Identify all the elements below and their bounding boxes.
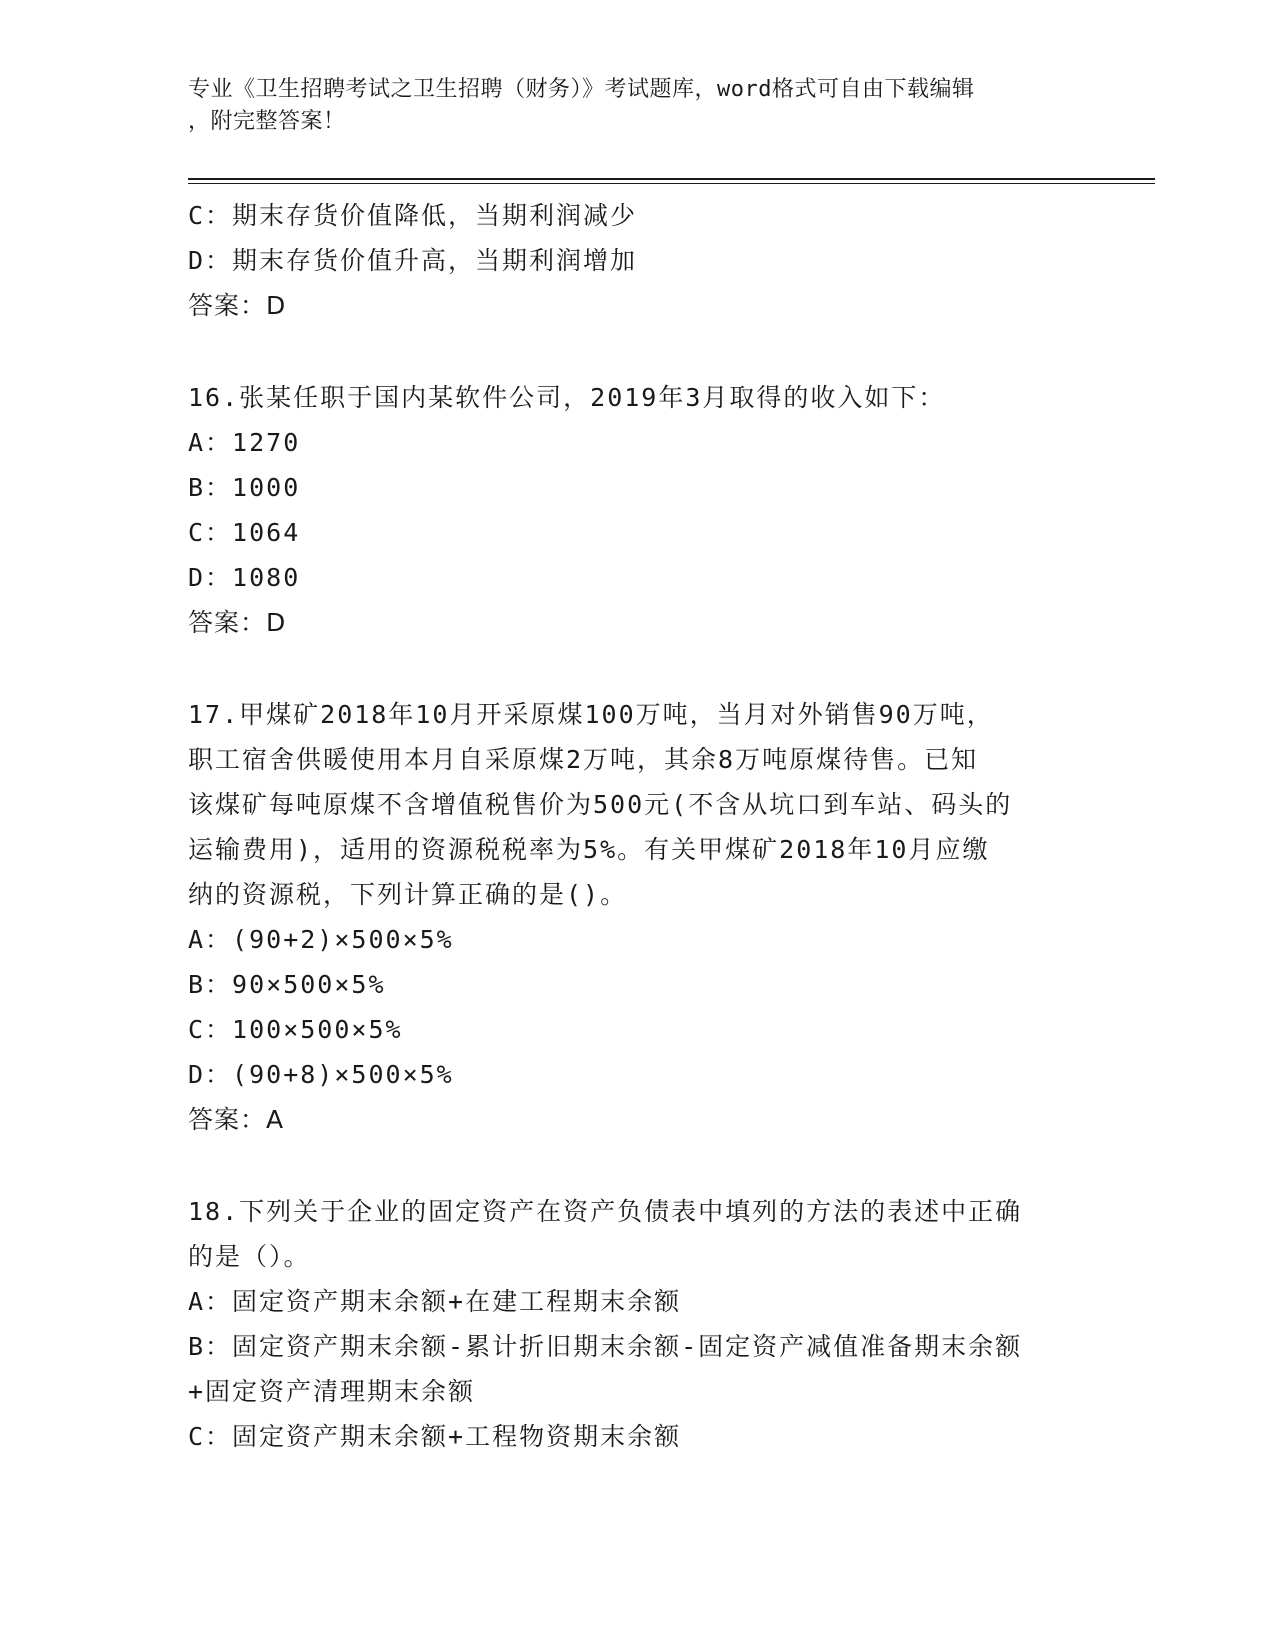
question-stem: 16.张某任职于国内某软件公司，2019年3月取得的收入如下： <box>188 383 946 412</box>
question-18 <box>188 1189 1088 1459</box>
option-d: D：期末存货价值升高，当期利润增加 <box>188 246 638 275</box>
question-stem-line: 17.甲煤矿2018年10月开采原煤100万吨，当月对外销售90万吨， <box>188 700 994 729</box>
document-header <box>188 74 1068 138</box>
option-b: B：1000 <box>188 473 301 502</box>
question-list <box>188 193 1088 1459</box>
option-d: D：(90+8)×500×5% <box>188 1060 454 1089</box>
question-stem-line: 运输费用)，适用的资源税税率为5%。有关甲煤矿2018年10月应缴 <box>188 835 990 864</box>
question-stem-line: 该煤矿每吨原煤不含增值税售价为500元(不含从坑口到车站、码头的 <box>188 790 1013 819</box>
option-b-continued: +固定资产清理期末余额 <box>188 1377 476 1406</box>
option-c: C：1064 <box>188 518 301 547</box>
question-stem-line: 职工宿舍供暖使用本月自采原煤2万吨，其余8万吨原煤待售。已知 <box>188 745 979 774</box>
option-b: B：固定资产期末余额-累计折旧期末余额-固定资产减值准备期末余额 <box>188 1332 1023 1361</box>
question-stem-line: 18.下列关于企业的固定资产在资产负债表中填列的方法的表述中正确 <box>188 1197 1023 1226</box>
question-stem-line: 的是（）。 <box>188 1242 311 1271</box>
option-a: A：固定资产期末余额+在建工程期末余额 <box>188 1287 682 1316</box>
option-a: A：(90+2)×500×5% <box>188 925 454 954</box>
header-line-2: ，附完整答案！ <box>188 109 346 134</box>
question-17 <box>188 692 1088 1142</box>
option-b: B：90×500×5% <box>188 970 386 999</box>
question-16 <box>188 375 1088 645</box>
header-divider-thin <box>188 183 1155 184</box>
answer: 答案：D <box>188 608 287 637</box>
option-c: C：期末存货价值降低，当期利润减少 <box>188 201 638 230</box>
header-divider <box>188 178 1155 180</box>
option-c: C：固定资产期末余额+工程物资期末余额 <box>188 1422 682 1451</box>
question-15-tail <box>188 193 1088 328</box>
answer: 答案：D <box>188 291 287 320</box>
question-stem-line: 纳的资源税，下列计算正确的是()。 <box>188 880 628 909</box>
header-line-1: 专业《卫生招聘考试之卫生招聘（财务）》考试题库，word格式可自由下载编辑 <box>188 77 975 102</box>
option-c: C：100×500×5% <box>188 1015 403 1044</box>
option-d: D：1080 <box>188 563 301 592</box>
answer: 答案：A <box>188 1105 285 1134</box>
option-a: A：1270 <box>188 428 301 457</box>
